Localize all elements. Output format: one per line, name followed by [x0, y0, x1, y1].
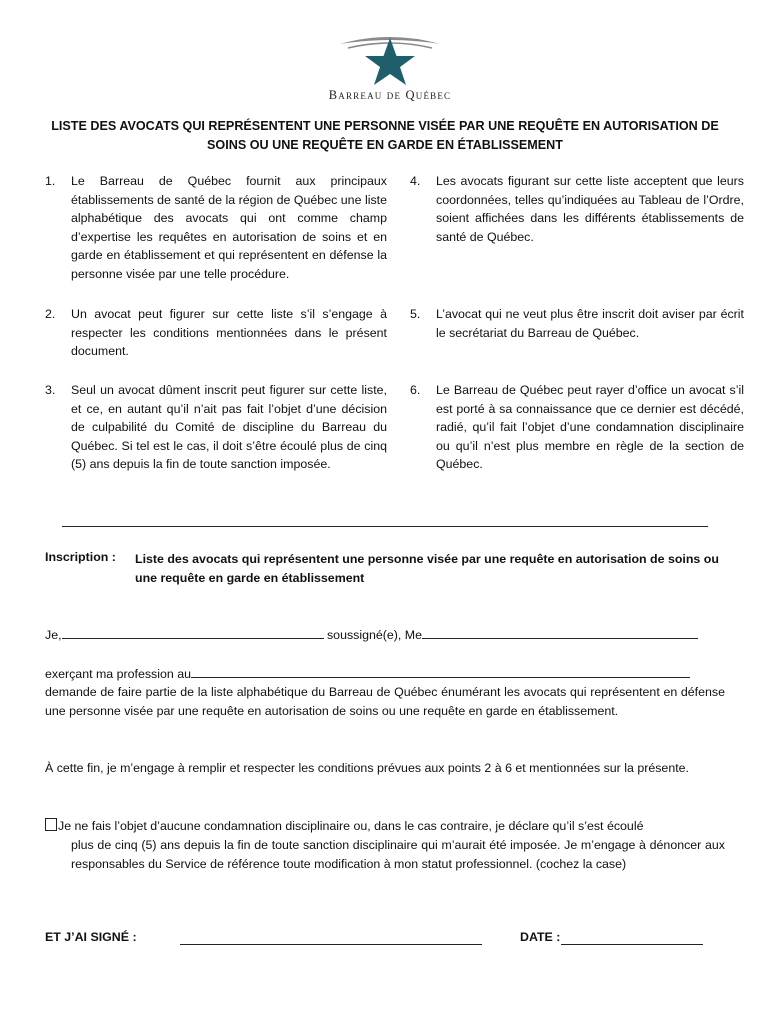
- right-column: [410, 172, 744, 246]
- org-name: Barreau de Québec: [328, 88, 452, 102]
- declaration-checkbox[interactable]: [45, 818, 57, 831]
- list-item: [45, 305, 387, 361]
- title-line-2: SOINS OU UNE REQUÊTE EN GARDE EN ÉTABLISSEMENT: [207, 138, 563, 152]
- item-number: 1.: [45, 174, 56, 188]
- item-text: Les avocats figurant sur cette liste acceptent que leurs coordonnées, telles qu’indiquées au Tableau de l’Ordre, soient affichées dans les différents établissements de santé de Québec.: [436, 174, 744, 244]
- profession-line: [45, 664, 725, 684]
- signature-label: ET J’AI SIGNÉ :: [45, 930, 137, 944]
- soussigne-label: soussigné(e), Me: [326, 628, 423, 642]
- section-divider: [62, 526, 708, 527]
- list-item: [410, 305, 744, 342]
- list-item: [45, 172, 387, 284]
- list-item: [410, 172, 744, 246]
- title-line-1: LISTE DES AVOCATS QUI REPRÉSENTENT UNE PERSONNE VISÉE PAR UNE REQUÊTE EN AUTORISATION DE: [51, 119, 719, 133]
- right-column-2: [410, 305, 744, 342]
- logo-star-icon: [365, 38, 415, 85]
- item-number: 3.: [45, 383, 56, 397]
- item-number: 5.: [410, 307, 421, 321]
- exercant-label: exerçant ma profession au: [45, 667, 192, 681]
- document-title: [40, 117, 730, 155]
- left-column: [45, 172, 387, 284]
- date-field[interactable]: [561, 944, 703, 945]
- left-column-3: [45, 381, 387, 474]
- item-number: 2.: [45, 307, 56, 321]
- list-item: [45, 381, 387, 474]
- item-text: L’avocat qui ne veut plus être inscrit doit aviser par écrit le secrétariat du Barreau de Québec.: [436, 307, 744, 340]
- me-name-field[interactable]: [422, 625, 698, 639]
- signature-field[interactable]: [180, 944, 482, 945]
- list-item: [410, 381, 744, 474]
- item-number: 4.: [410, 174, 421, 188]
- profession-field[interactable]: [191, 664, 690, 678]
- right-column-3: [410, 381, 744, 474]
- inscription-label: Inscription :: [45, 550, 116, 564]
- item-number: 6.: [410, 383, 421, 397]
- checkbox-text-rest: plus de cinq (5) ans depuis la fin de toute sanction disciplinaire qui m’aurait été imposée. Je m’engage à dénoncer aux responsables du Service de référence toute modification à mon statut professionnel. (cochez la case): [71, 838, 725, 871]
- item-text: Le Barreau de Québec fournit aux principaux établissements de santé de la région de Québec une liste alphabétique des avocats qui ont comme champ d’expertise les requêtes en autorisation de soins et en garde en établissement et qui représentent en défense la personne visée par une telle procédure.: [71, 174, 387, 281]
- name-field[interactable]: [62, 625, 324, 639]
- inscription-text: Liste des avocats qui représentent une personne visée par une requête en autorisation de soins ou une requête en garde en établissement: [135, 552, 719, 585]
- declaration-checkbox-block: [45, 817, 725, 874]
- demande-paragraph: demande de faire partie de la liste alphabétique du Barreau de Québec énumérant les avocats qui représentent en défense une personne visée par une requête en autorisation de soins ou une requête en garde en établissement.: [45, 685, 725, 718]
- engagement-paragraph: À cette fin, je m’engage à remplir et respecter les conditions prévues aux points 2 à 6 et mentionnées sur la présente.: [45, 761, 689, 775]
- item-text: Le Barreau de Québec peut rayer d’office un avocat s’il est porté à sa connaissance que ce dernier est décédé, radié, qu’il fait l’objet d’une condamnation disciplinaire ou qu’il n’est plus membre en règle de la section de Québec.: [436, 383, 744, 472]
- name-line: [45, 625, 725, 645]
- left-column-2: [45, 305, 387, 361]
- date-label: DATE :: [520, 930, 561, 944]
- checkbox-text-first: Je ne fais l’objet d’aucune condamnation disciplinaire ou, dans le cas contraire, je déclare qu’il s’est écoulé: [58, 819, 644, 833]
- item-text: Seul un avocat dûment inscrit peut figurer sur cette liste, et ce, en autant qu’il n’ait pas fait l’objet d’une décision de culpabilité du Comité de discipline du Barreau du Québec. Si tel est le cas, il doit s’être écoulé plus de cinq (5) ans depuis la fin de toute sanction imposée.: [71, 383, 387, 472]
- je-label: Je,: [45, 628, 62, 642]
- item-text: Un avocat peut figurer sur cette liste s’il s’engage à respecter les conditions mentionnées dans le présent document.: [71, 307, 387, 359]
